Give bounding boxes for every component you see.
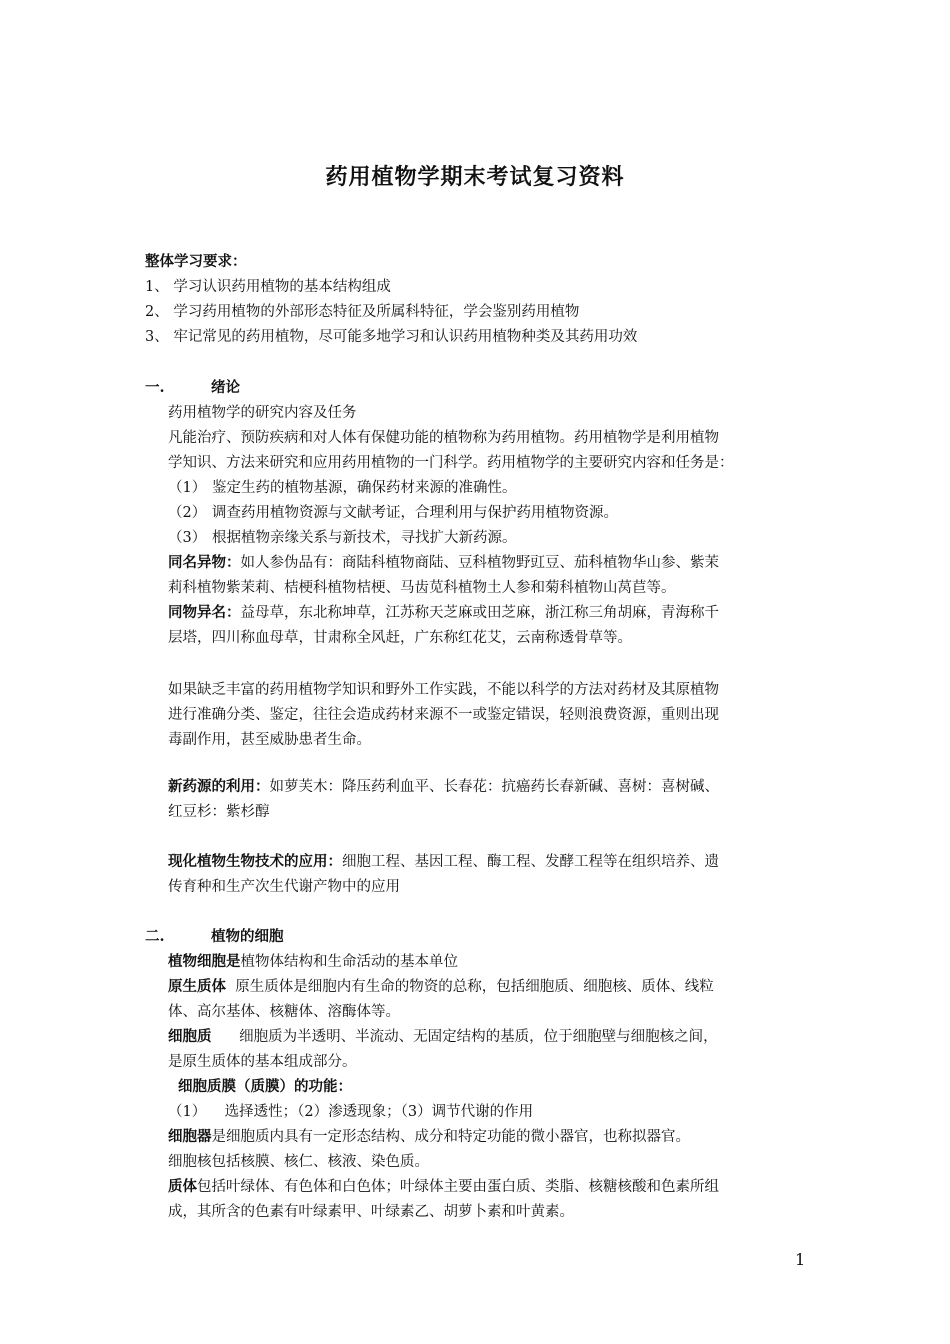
plastid-text: 包括叶绿体、有色体和白色体；叶绿体主要由蛋白质、类脂、核糖核酸和色素所组	[197, 1179, 719, 1195]
task-item	[168, 528, 517, 548]
homonym-text: 如人参伪品有：商陆科植物商陆、豆科植物野豇豆、茄科植物华山参、紫茉	[240, 555, 719, 571]
cytoplasm-label: 细胞质	[168, 1028, 212, 1045]
homonym-label: 同名异物：	[168, 554, 241, 571]
task-item	[168, 478, 517, 498]
section-number: 一.	[145, 379, 165, 396]
paragraph-line: 毒副作用，甚至威胁患者生命。	[168, 732, 371, 748]
synonym-line	[168, 603, 719, 623]
section-title: 绪论	[211, 379, 240, 396]
biotech-text: 细胞工程、基因工程、酶工程、发酵工程等在组织培养、遗	[342, 854, 719, 870]
organelle-line	[168, 1127, 690, 1147]
paragraph-line: 传育种和生产次生代谢产物中的应用	[168, 879, 400, 895]
cell-label: 植物细胞是	[168, 953, 241, 970]
task-text: 根据植物亲缘关系与新技术，寻找扩大新药源。	[212, 530, 517, 546]
requirement-item: 3、 牢记常见的药用植物，尽可能多地学习和认识药用植物种类及其药用功效	[145, 329, 638, 345]
protoplast-line	[168, 977, 714, 997]
paragraph-line: 凡能治疗、预防疾病和对人体有保健功能的植物称为药用植物。药用植物学是利用植物	[168, 430, 719, 446]
page-number: 1	[795, 1250, 806, 1269]
biotech-label: 现化植物生物技术的应用：	[168, 853, 342, 870]
plastid-label: 质体	[168, 1178, 197, 1195]
task-number: （1）	[168, 480, 207, 496]
section-heading	[145, 927, 284, 947]
cytoplasm-line	[168, 1027, 718, 1047]
paragraph-line: 如果缺乏丰富的药用植物学知识和野外工作实践，不能以科学的方法对药材及其原植物	[168, 682, 719, 698]
synonym-label: 同物异名：	[168, 604, 241, 621]
paragraph-line: 是原生质体的基本组成部分。	[168, 1054, 357, 1070]
biotech-line	[168, 852, 719, 872]
protoplast-label: 原生质体	[168, 978, 226, 995]
page-title: 药用植物学期末考试复习资料	[325, 164, 625, 190]
organelle-label: 细胞器	[168, 1128, 212, 1145]
task-item	[168, 503, 618, 523]
cell-definition	[168, 952, 458, 972]
section-title: 植物的细胞	[211, 928, 284, 945]
task-number: （2）	[168, 505, 207, 521]
membrane-functions: （1） 选择透性；（2）渗透现象；（3）调节代谢的作用	[168, 1104, 534, 1120]
newsource-text: 如萝芙木：降压药利血平、长春花：抗癌药长春新碱、喜树：喜树碱、	[269, 779, 719, 795]
newsource-line	[168, 777, 719, 797]
paragraph-line: 体、高尔基体、核糖体、溶酶体等。	[168, 1004, 400, 1020]
protoplast-text: 原生质体是细胞内有生命的物资的总称，包括细胞质、细胞核、质体、线粒	[226, 979, 714, 995]
plastid-line	[168, 1177, 719, 1197]
paragraph-line: 莉科植物紫茉莉、桔梗科植物桔梗、马齿苋科植物土人参和菊科植物山莴苣等。	[168, 580, 676, 596]
cell-text: 植物体结构和生命活动的基本单位	[240, 954, 458, 970]
organelle-text: 是细胞质内具有一定形态结构、成分和特定功能的微小器官，也称拟器官。	[211, 1129, 690, 1145]
section-heading	[145, 378, 240, 398]
task-text: 调查药用植物资源与文献考证，合理利用与保护药用植物资源。	[212, 505, 618, 521]
homonym-line	[168, 553, 719, 573]
paragraph-line: 红豆杉：紫杉醇	[168, 804, 270, 820]
nucleus-line: 细胞核包括核膜、核仁、核液、染色质。	[168, 1154, 429, 1170]
newsource-label: 新药源的利用：	[168, 778, 270, 795]
task-text: 鉴定生药的植物基源，确保药材来源的准确性。	[212, 480, 517, 496]
paragraph-line: 层塔，四川称血母草，甘肃称全风赶，广东称红花艾，云南称透骨草等。	[168, 630, 632, 646]
task-number: （3）	[168, 530, 207, 546]
paragraph-line: 进行准确分类、鉴定，往往会造成药材来源不一或鉴定错误，轻则浪费资源，重则出现	[168, 707, 719, 723]
paragraph-line: 成，其所含的色素有叶绿素甲、叶绿素乙、胡萝卜素和叶黄素。	[168, 1204, 574, 1220]
synonym-text: 益母草，东北称坤草，江苏称天芝麻或田芝麻，浙江称三角胡麻，青海称千	[240, 605, 719, 621]
membrane-heading: 细胞质膜（质膜）的功能：	[178, 1078, 352, 1095]
requirements-heading: 整体学习要求：	[145, 253, 247, 270]
cytoplasm-text: 细胞质为半透明、半流动、无固定结构的基质，位于细胞壁与细胞核之间，	[211, 1029, 718, 1045]
section-number: 二.	[145, 928, 165, 945]
requirement-item: 2、 学习药用植物的外部形态特征及所属科特征，学会鉴别药用植物	[145, 304, 580, 320]
section-subtitle: 药用植物学的研究内容及任务	[168, 405, 357, 421]
paragraph-line: 学知识、方法来研究和应用药用植物的一门科学。药用植物学的主要研究内容和任务是：	[168, 455, 734, 471]
requirement-item: 1、 学习认识药用植物的基本结构组成	[145, 279, 391, 295]
